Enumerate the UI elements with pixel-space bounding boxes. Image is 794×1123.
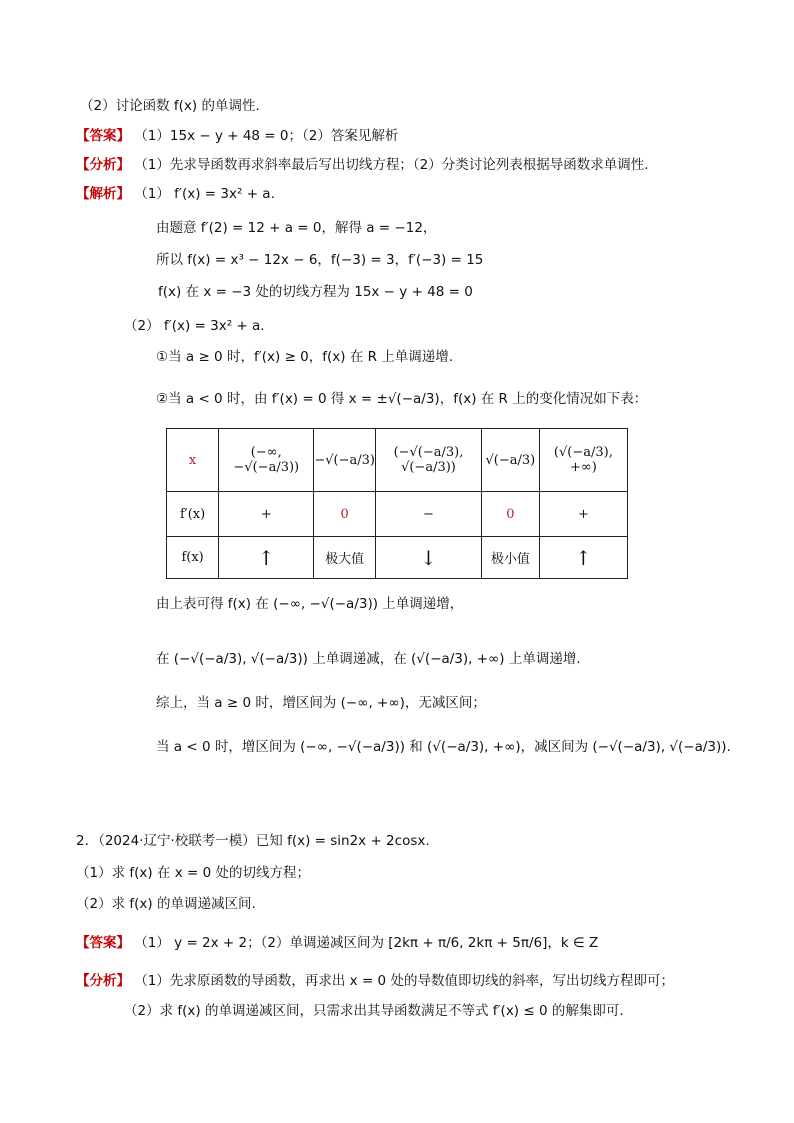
solution-text-10: 综上，当 a ≥ 0 时，增区间为 (−∞, +∞)，无减区间； <box>156 695 486 711</box>
solution-text-6: ①当 a ≥ 0 时，f′(x) ≥ 0，f(x) 在 R 上单调递增. <box>156 349 454 365</box>
answer-text: （1） y = 2x + 2；（2）单调递减区间为 [2kπ + π/6, 2kπ + 5π/6]，k ∈ Z <box>134 935 599 951</box>
table-row-derivative <box>167 492 628 537</box>
table-cell: −√(−a/3) <box>314 429 376 492</box>
problem-2-analysis-line <box>76 971 674 991</box>
problem-2-question-1: （1）求 f(x) 在 x = 0 处的切线方程； <box>76 865 311 881</box>
solution-text-5: （2） f′(x) = 3x² + a. <box>124 318 265 334</box>
answer-text: （1）15x − y + 48 = 0；（2）答案见解析 <box>134 128 399 144</box>
table-cell: 极大值 <box>314 537 376 579</box>
problem-2-answer-line <box>76 933 598 953</box>
variation-table <box>166 428 628 579</box>
table-cell: (√(−a/3), +∞) <box>539 429 627 492</box>
question-2-part-2: （2）讨论函数 f(x) 的单调性. <box>80 98 260 114</box>
table-cell: + <box>219 492 314 537</box>
table-cell: f(x) <box>167 537 219 579</box>
analysis-tag: 【分析】 <box>76 973 130 989</box>
table-cell: √(−a/3) <box>481 429 539 492</box>
solution-text-11: 当 a < 0 时，增区间为 (−∞, −√(−a/3)) 和 (√(−a/3), +∞)，减区间为 (−√(−a/3), √(−a/3)). <box>156 739 731 755</box>
table-cell: x <box>167 429 219 492</box>
solution-text-9: 在 (−√(−a/3), √(−a/3)) 上单调递减，在 (√(−a/3), +∞) 上单调递增. <box>156 651 581 667</box>
solution-text-2: 由题意 f′(2) = 12 + a = 0，解得 a = −12， <box>156 220 437 236</box>
solution-tag: 【解析】 <box>76 186 130 202</box>
analysis-text: （1）先求导函数再求斜率最后写出切线方程；（2）分类讨论列表根据导函数求单调性. <box>134 157 649 173</box>
problem-2-title: 2．（2024·辽宁·校联考一模）已知 f(x) = sin2x + 2cosx. <box>76 833 430 849</box>
analysis-tag: 【分析】 <box>76 157 130 173</box>
solution-line-1 <box>76 184 275 204</box>
problem-2-question-2: （2）求 f(x) 的单调递减区间. <box>76 896 256 912</box>
analysis-line <box>76 155 649 175</box>
table-row-function <box>167 537 628 579</box>
table-cell: ↑ <box>539 537 627 579</box>
table-cell: (−∞, −√(−a/3)) <box>219 429 314 492</box>
table-cell: ↑ <box>219 537 314 579</box>
answer-tag: 【答案】 <box>76 128 130 144</box>
solution-text-7: ②当 a < 0 时，由 f′(x) = 0 得 x = ±√(−a/3)，f(x) 在 R 上的变化情况如下表： <box>156 391 648 407</box>
answer-line <box>76 126 398 146</box>
analysis-text: （1）先求原函数的导函数，再求出 x = 0 处的导数值即切线的斜率，写出切线方程即可； <box>134 973 674 989</box>
solution-text-1: （1） f′(x) = 3x² + a. <box>134 186 275 202</box>
table-cell: ↓ <box>375 537 481 579</box>
table-cell: 极小值 <box>481 537 539 579</box>
answer-tag: 【答案】 <box>76 935 130 951</box>
table-cell: − <box>375 492 481 537</box>
table-cell: + <box>539 492 627 537</box>
table-cell: 0 <box>314 492 376 537</box>
problem-2-analysis-text-2: （2）求 f(x) 的单调递减区间，只需求出其导函数满足不等式 f′(x) ≤ 0 的解集即可. <box>124 1003 624 1019</box>
table-cell: 0 <box>481 492 539 537</box>
table-cell: (−√(−a/3), √(−a/3)) <box>375 429 481 492</box>
solution-text-3: 所以 f(x) = x³ − 12x − 6，f(−3) = 3，f′(−3) = 15 <box>156 252 484 268</box>
solution-text-8: 由上表可得 f(x) 在 (−∞, −√(−a/3)) 上单调递增， <box>156 596 464 612</box>
solution-text-4: f(x) 在 x = −3 处的切线方程为 15x − y + 48 = 0 <box>158 284 473 300</box>
table-row-x <box>167 429 628 492</box>
table-cell: f′(x) <box>167 492 219 537</box>
